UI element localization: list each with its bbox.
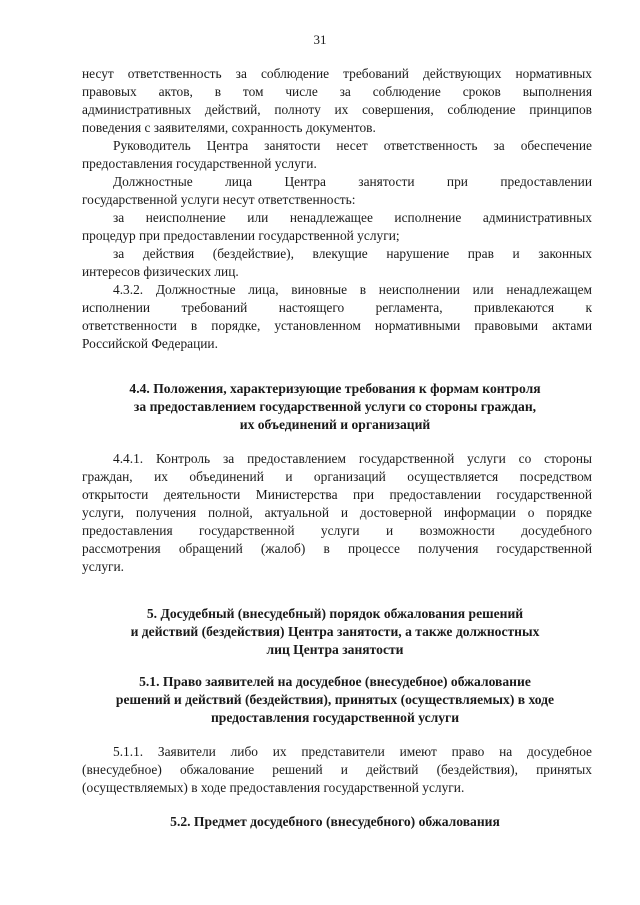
paragraph-line: предоставления государственной услуги. bbox=[82, 156, 317, 171]
paragraph-line: 4.4.1. Контроль за предоставлением государственной услуги со стороны bbox=[113, 451, 592, 466]
paragraph-line: административных действий, полноту их совершения, соблюдение принципов bbox=[82, 102, 592, 117]
paragraph-line: открытости деятельности Министерства при предоставлении государственной bbox=[82, 487, 592, 502]
section-heading: 5.2. Предмет досудебного (внесудебного) обжалования bbox=[170, 814, 500, 829]
section-heading: их объединений и организаций bbox=[239, 417, 431, 432]
chapter-heading: и действий (бездействия) Центра занятости, а также должностных bbox=[130, 624, 540, 639]
paragraph-line: 4.3.2. Должностные лица, виновные в неисполнении или ненадлежащем bbox=[113, 282, 592, 297]
paragraph-line: (внесудебное) обжалование решений и действий (бездействия), принятых bbox=[82, 762, 592, 777]
paragraph-line: процедур при предоставлении государственной услуги; bbox=[82, 228, 400, 243]
paragraph-line: услуги. bbox=[82, 559, 125, 574]
paragraph-line: рассмотрения обращений (жалоб) в процессе получения государственной bbox=[82, 541, 592, 556]
section-heading: 4.4. Положения, характеризующие требования к формам контроля bbox=[129, 381, 541, 396]
paragraph-line: ответственности в порядке, установленном нормативными правовыми актами bbox=[82, 318, 592, 333]
paragraph-line: за действия (бездействие), влекущие нарушение прав и законных bbox=[113, 246, 592, 261]
chapter-heading: 5. Досудебный (внесудебный) порядок обжалования решений bbox=[146, 606, 524, 621]
paragraph-line: (осуществляемых) в ходе предоставления государственной услуги. bbox=[82, 780, 465, 795]
paragraph-line: правовых актов, в том числе за соблюдение сроков выполнения bbox=[82, 84, 592, 99]
paragraph-line: исполнении требований настоящего регламента, привлекаются к bbox=[82, 300, 592, 315]
paragraph-line: поведения с заявителями, сохранность документов. bbox=[82, 120, 376, 135]
section-heading: 5.1. Право заявителей на досудебное (внесудебное) обжалование bbox=[139, 674, 531, 689]
section-heading: предоставления государственной услуги bbox=[210, 710, 460, 725]
section-heading: за предоставлением государственной услуги со стороны граждан, bbox=[133, 399, 537, 414]
paragraph-line: услуги, получения полной, актуальной и достоверной информации о порядке bbox=[82, 505, 592, 520]
paragraph-line: предоставления государственной услуги и возможности досудебного bbox=[82, 523, 592, 538]
paragraph-line: Должностные лица Центра занятости при предоставлении bbox=[113, 174, 592, 189]
paragraph-line: граждан, их объединений и организаций осуществляется посредством bbox=[82, 469, 592, 484]
paragraph-line: 5.1.1. Заявители либо их представители имеют право на досудебное bbox=[113, 744, 592, 759]
section-heading: решений и действий (бездействия), принятых (осуществляемых) в ходе bbox=[115, 692, 555, 707]
paragraph-line: несут ответственность за соблюдение требований действующих нормативных bbox=[82, 66, 592, 81]
page-number: 31 bbox=[313, 32, 327, 47]
paragraph-line: Руководитель Центра занятости несет ответственность за обеспечение bbox=[113, 138, 592, 153]
paragraph-line: государственной услуги несут ответственность: bbox=[82, 192, 356, 207]
paragraph-line: интересов физических лиц. bbox=[82, 264, 239, 279]
chapter-heading: лиц Центра занятости bbox=[266, 642, 404, 657]
paragraph-line: Российской Федерации. bbox=[82, 336, 218, 351]
paragraph-line: за неисполнение или ненадлежащее исполнение административных bbox=[113, 210, 592, 225]
